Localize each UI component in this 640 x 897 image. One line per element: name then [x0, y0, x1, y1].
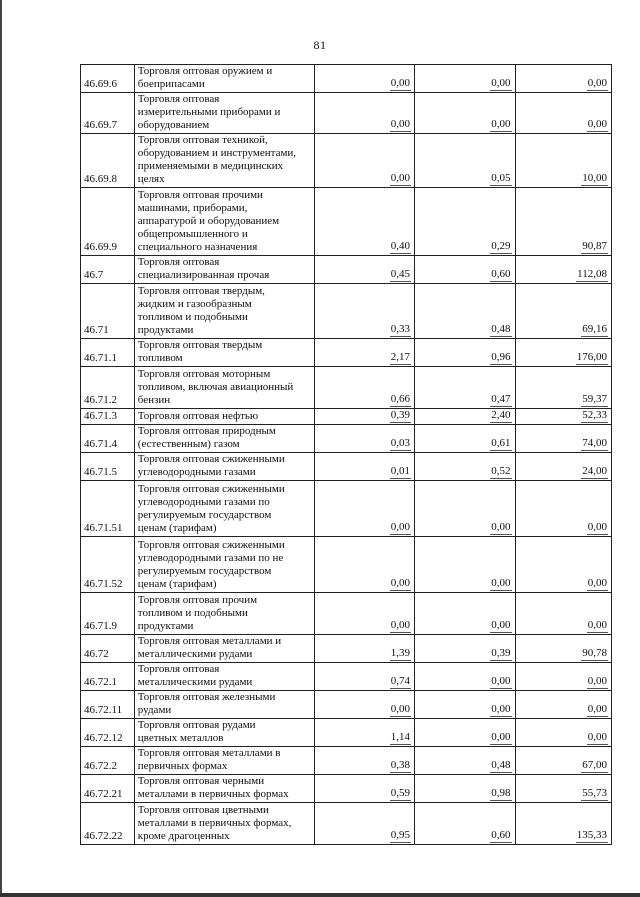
- okved-code-cell: 46.72.12: [81, 719, 135, 747]
- value-text: 0,39: [390, 409, 410, 421]
- value-text: 176,00: [576, 351, 607, 363]
- value-cell-3: [515, 453, 612, 481]
- okved-code-cell: 46.71.51: [81, 481, 135, 537]
- value-text: 0,00: [390, 577, 410, 589]
- value-text: 0,00: [587, 675, 607, 687]
- value-text: 0,47: [491, 393, 511, 405]
- okved-table: [80, 64, 612, 845]
- okved-code-cell: 46.71.3: [81, 409, 135, 425]
- value-cell-3: [515, 537, 612, 593]
- value-cell-3: [515, 134, 612, 188]
- table-row: [81, 593, 612, 635]
- value-text: 0,38: [390, 759, 410, 771]
- activity-name-cell: Торговля оптовая черными металлами в первичных формах: [134, 775, 314, 803]
- value-text: 0,00: [587, 118, 607, 130]
- table-row: [81, 367, 612, 409]
- value-cell-3: [515, 425, 612, 453]
- value-cell-3: [515, 65, 612, 93]
- value-cell-2: [415, 593, 516, 635]
- okved-code-cell: 46.72.21: [81, 775, 135, 803]
- activity-name-cell: Торговля оптовая нефтью: [134, 409, 314, 425]
- value-cell-2: [415, 691, 516, 719]
- table-row: [81, 747, 612, 775]
- value-cell-2: [415, 803, 516, 845]
- okved-code-cell: 46.71: [81, 284, 135, 339]
- value-text: 0,00: [491, 577, 511, 589]
- value-text: 0,29: [491, 240, 511, 252]
- value-text: 0,00: [587, 521, 607, 533]
- activity-name-cell: Торговля оптовая твердым топливом: [134, 339, 314, 367]
- value-cell-1: [314, 409, 415, 425]
- value-cell-1: [314, 481, 415, 537]
- value-cell-2: [415, 256, 516, 284]
- value-text: 74,00: [582, 437, 607, 449]
- table-row: [81, 481, 612, 537]
- value-cell-3: [515, 284, 612, 339]
- activity-name-cell: Торговля оптовая металлическими рудами: [134, 663, 314, 691]
- value-text: 0,01: [390, 465, 410, 477]
- value-text: 0,00: [587, 577, 607, 589]
- value-text: 0,00: [587, 77, 607, 89]
- value-text: 0,00: [491, 731, 511, 743]
- okved-code-cell: 46.72.22: [81, 803, 135, 845]
- value-cell-1: [314, 65, 415, 93]
- value-text: 2,40: [491, 409, 511, 421]
- table-row: [81, 188, 612, 256]
- value-text: 0,00: [587, 703, 607, 715]
- value-cell-2: [415, 134, 516, 188]
- okved-code-cell: 46.71.9: [81, 593, 135, 635]
- okved-code-cell: 46.69.9: [81, 188, 135, 256]
- value-text: 0,96: [491, 351, 511, 363]
- value-cell-3: [515, 719, 612, 747]
- activity-name-cell: Торговля оптовая цветными металлами в первичных формах, кроме драгоценных: [134, 803, 314, 845]
- table-row: [81, 691, 612, 719]
- activity-name-cell: Торговля оптовая техникой, оборудованием и инструментами, применяемыми в медицинских целях: [134, 134, 314, 188]
- value-text: 59,37: [582, 393, 607, 405]
- value-text: 0,98: [491, 787, 511, 799]
- table-row: [81, 635, 612, 663]
- value-text: 0,05: [491, 172, 511, 184]
- value-cell-2: [415, 747, 516, 775]
- value-cell-3: [515, 663, 612, 691]
- activity-name-cell: Торговля оптовая оружием и боеприпасами: [134, 65, 314, 93]
- value-cell-3: [515, 367, 612, 409]
- value-text: 0,60: [491, 829, 511, 841]
- value-text: 67,00: [582, 759, 607, 771]
- value-cell-2: [415, 663, 516, 691]
- activity-name-cell: Торговля оптовая прочими машинами, приборами, аппаратурой и оборудованием общепромышленного и специального назначения: [134, 188, 314, 256]
- okved-code-cell: 46.7: [81, 256, 135, 284]
- value-text: 0,00: [491, 703, 511, 715]
- value-text: 0,00: [587, 619, 607, 631]
- value-text: 24,00: [582, 465, 607, 477]
- value-text: 10,00: [582, 172, 607, 184]
- okved-code-cell: 46.72: [81, 635, 135, 663]
- value-text: 0,00: [491, 77, 511, 89]
- value-text: 0,66: [390, 393, 410, 405]
- table-row: [81, 134, 612, 188]
- value-cell-2: [415, 367, 516, 409]
- value-cell-3: [515, 409, 612, 425]
- value-text: 0,00: [390, 521, 410, 533]
- value-text: 1,39: [390, 647, 410, 659]
- table-row: [81, 339, 612, 367]
- value-cell-1: [314, 93, 415, 134]
- value-cell-3: [515, 747, 612, 775]
- value-cell-1: [314, 691, 415, 719]
- value-text: 0,00: [390, 619, 410, 631]
- value-text: 69,16: [582, 323, 607, 335]
- table-row: [81, 663, 612, 691]
- value-text: 0,00: [587, 731, 607, 743]
- value-cell-1: [314, 803, 415, 845]
- value-text: 0,95: [390, 829, 410, 841]
- table-row: [81, 256, 612, 284]
- value-text: 1,14: [390, 731, 410, 743]
- value-cell-2: [415, 65, 516, 93]
- value-text: 0,48: [491, 759, 511, 771]
- activity-name-cell: Торговля оптовая твердым, жидким и газообразным топливом и подобными продуктами: [134, 284, 314, 339]
- table-row: [81, 453, 612, 481]
- activity-name-cell: Торговля оптовая специализированная прочая: [134, 256, 314, 284]
- value-cell-2: [415, 188, 516, 256]
- table-row: [81, 65, 612, 93]
- value-text: 0,52: [491, 465, 511, 477]
- value-text: 0,00: [491, 675, 511, 687]
- value-cell-2: [415, 339, 516, 367]
- value-text: 52,33: [582, 409, 607, 421]
- value-cell-1: [314, 134, 415, 188]
- value-text: 90,78: [582, 647, 607, 659]
- value-cell-1: [314, 537, 415, 593]
- value-cell-3: [515, 593, 612, 635]
- value-text: 0,45: [390, 268, 410, 280]
- value-cell-1: [314, 747, 415, 775]
- activity-name-cell: Торговля оптовая моторным топливом, включая авиационный бензин: [134, 367, 314, 409]
- value-text: 0,33: [390, 323, 410, 335]
- table-row: [81, 409, 612, 425]
- table-row: [81, 537, 612, 593]
- value-text: 0,39: [491, 647, 511, 659]
- okved-code-cell: 46.69.7: [81, 93, 135, 134]
- value-cell-3: [515, 339, 612, 367]
- activity-name-cell: Торговля оптовая сжиженными углеводородными газами по регулируемым государством ценам (тарифам): [134, 481, 314, 537]
- okved-code-cell: 46.71.5: [81, 453, 135, 481]
- value-text: 0,00: [390, 172, 410, 184]
- value-text: 0,61: [491, 437, 511, 449]
- value-cell-2: [415, 537, 516, 593]
- okved-code-cell: 46.71.52: [81, 537, 135, 593]
- value-cell-1: [314, 663, 415, 691]
- value-cell-2: [415, 453, 516, 481]
- value-text: 90,87: [582, 240, 607, 252]
- value-cell-3: [515, 775, 612, 803]
- table-row: [81, 284, 612, 339]
- value-cell-3: [515, 93, 612, 134]
- value-text: 0,40: [390, 240, 410, 252]
- activity-name-cell: Торговля оптовая прочим топливом и подобными продуктами: [134, 593, 314, 635]
- value-text: 0,03: [390, 437, 410, 449]
- value-text: 0,00: [491, 521, 511, 533]
- value-cell-2: [415, 93, 516, 134]
- activity-name-cell: Торговля оптовая металлами в первичных формах: [134, 747, 314, 775]
- value-text: 0,59: [390, 787, 410, 799]
- value-text: 112,08: [577, 268, 607, 280]
- value-text: 0,00: [390, 118, 410, 130]
- value-cell-2: [415, 284, 516, 339]
- value-cell-2: [415, 719, 516, 747]
- value-cell-3: [515, 256, 612, 284]
- okved-code-cell: 46.72.11: [81, 691, 135, 719]
- value-cell-1: [314, 775, 415, 803]
- activity-name-cell: Торговля оптовая железными рудами: [134, 691, 314, 719]
- value-text: 2,17: [390, 351, 410, 363]
- value-cell-2: [415, 409, 516, 425]
- value-text: 0,00: [390, 703, 410, 715]
- value-text: 0,48: [491, 323, 511, 335]
- activity-name-cell: Торговля оптовая металлами и металлическими рудами: [134, 635, 314, 663]
- value-cell-3: [515, 803, 612, 845]
- value-cell-3: [515, 481, 612, 537]
- table-row: [81, 719, 612, 747]
- value-cell-3: [515, 635, 612, 663]
- table-row: [81, 425, 612, 453]
- okved-code-cell: 46.72.2: [81, 747, 135, 775]
- value-cell-1: [314, 425, 415, 453]
- value-cell-2: [415, 481, 516, 537]
- value-cell-1: [314, 284, 415, 339]
- table-row: [81, 775, 612, 803]
- value-cell-1: [314, 719, 415, 747]
- scan-edge-left: [0, 0, 2, 897]
- value-cell-3: [515, 691, 612, 719]
- value-text: 55,73: [582, 787, 607, 799]
- value-text: 0,00: [491, 118, 511, 130]
- okved-code-cell: 46.69.6: [81, 65, 135, 93]
- value-cell-3: [515, 188, 612, 256]
- value-cell-1: [314, 593, 415, 635]
- activity-name-cell: Торговля оптовая природным (естественным) газом: [134, 425, 314, 453]
- activity-name-cell: Торговля оптовая сжиженными углеводородными газами: [134, 453, 314, 481]
- okved-code-cell: 46.71.4: [81, 425, 135, 453]
- value-cell-1: [314, 453, 415, 481]
- activity-name-cell: Торговля оптовая рудами цветных металлов: [134, 719, 314, 747]
- value-cell-1: [314, 188, 415, 256]
- okved-code-cell: 46.71.1: [81, 339, 135, 367]
- value-cell-2: [415, 425, 516, 453]
- value-cell-1: [314, 256, 415, 284]
- value-cell-2: [415, 775, 516, 803]
- value-cell-1: [314, 367, 415, 409]
- activity-name-cell: Торговля оптовая сжиженными углеводородными газами по не регулируемым государством ценам (тарифам): [134, 537, 314, 593]
- value-cell-1: [314, 635, 415, 663]
- okved-code-cell: 46.71.2: [81, 367, 135, 409]
- okved-code-cell: 46.69.8: [81, 134, 135, 188]
- value-text: 0,60: [491, 268, 511, 280]
- value-cell-1: [314, 339, 415, 367]
- activity-name-cell: Торговля оптовая измерительными приборами и оборудованием: [134, 93, 314, 134]
- value-text: 0,00: [491, 619, 511, 631]
- table-row: [81, 803, 612, 845]
- value-text: 0,00: [390, 77, 410, 89]
- value-text: 135,33: [576, 829, 607, 841]
- scan-edge-bottom: [0, 893, 640, 897]
- table-body: [81, 65, 612, 845]
- value-text: 0,74: [390, 675, 410, 687]
- page-number: 81: [313, 38, 327, 52]
- value-cell-2: [415, 635, 516, 663]
- table-row: [81, 93, 612, 134]
- okved-code-cell: 46.72.1: [81, 663, 135, 691]
